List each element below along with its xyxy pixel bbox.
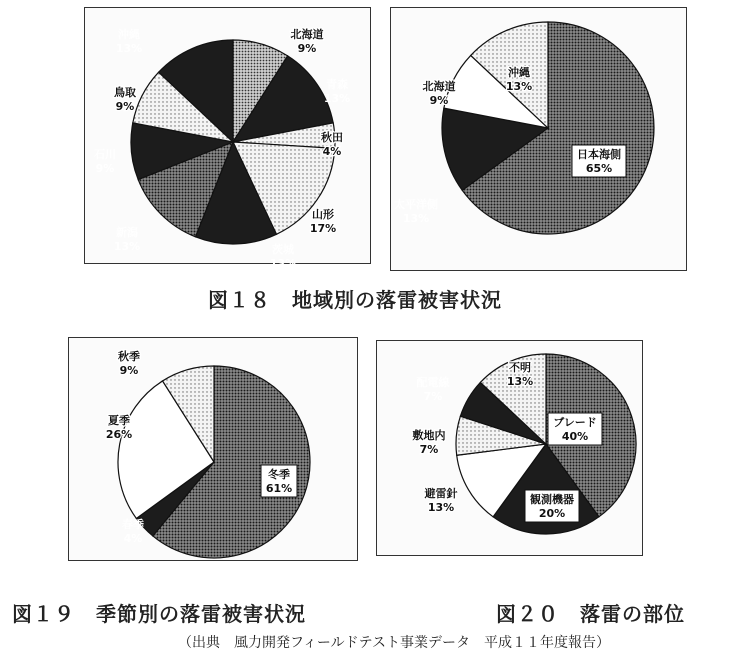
fig20-panel xyxy=(376,340,643,556)
slice-name: 沖縄 xyxy=(118,28,140,41)
slice-label xyxy=(417,375,450,403)
slice-value: 20% xyxy=(538,507,566,520)
slice-value: 9% xyxy=(115,100,135,113)
fig18-right-pie-chart xyxy=(391,8,686,270)
slice-name: 太平洋側 xyxy=(394,198,438,211)
slice-value: 13% xyxy=(427,501,455,514)
fig19-panel xyxy=(68,337,358,561)
slice-value: 7% xyxy=(419,443,439,456)
fig18-left-pie-chart xyxy=(85,8,370,270)
slice-name: 新潟 xyxy=(116,226,138,239)
slice-value: 7% xyxy=(423,390,443,403)
fig18-right-panel xyxy=(390,7,687,271)
slice-name: 春季 xyxy=(122,518,144,531)
slice-value: 13% xyxy=(323,92,351,105)
slice-value: 40% xyxy=(561,430,589,443)
slice-name: 鳥取 xyxy=(114,86,136,99)
slice-label xyxy=(122,517,144,545)
slice-label xyxy=(310,207,336,235)
slice-value: 61% xyxy=(265,482,293,495)
fig18-left-panel xyxy=(84,7,371,270)
slice-label xyxy=(116,27,142,55)
slice-value: 13% xyxy=(402,212,430,225)
slice-label xyxy=(114,225,140,253)
fig19-caption: 図１９ 季節別の落雷被害状況 xyxy=(12,602,306,626)
slice-label xyxy=(291,27,324,55)
slice-label xyxy=(413,428,446,456)
slice-label xyxy=(525,490,579,522)
fig20-caption: 図２０ 落雷の部位 xyxy=(496,602,685,626)
slice-label xyxy=(572,145,626,177)
slice-label xyxy=(261,465,297,497)
slice-name: 秋田 xyxy=(321,131,343,144)
slice-name: 冬季 xyxy=(268,468,290,481)
slice-value: 17% xyxy=(309,222,337,235)
slice-name: 避雷針 xyxy=(424,487,458,500)
slice-name: 敷地内 xyxy=(412,429,446,442)
slice-value: 13% xyxy=(505,80,533,93)
slice-value: 4% xyxy=(123,532,143,545)
slice-value: 26% xyxy=(105,428,133,441)
slice-name: 沖縄 xyxy=(508,66,530,79)
fig18-caption: 図１８ 地域別の落雷被害状況 xyxy=(208,288,502,312)
slice-label xyxy=(548,413,602,445)
slice-name: 茨城 xyxy=(272,243,294,256)
slice-label xyxy=(118,349,140,377)
slice-value: 65% xyxy=(585,162,613,175)
slice-label xyxy=(270,242,296,270)
slice-label xyxy=(324,77,350,105)
slice-label xyxy=(94,147,116,175)
slice-value: 13% xyxy=(506,375,534,388)
slice-label xyxy=(424,486,458,514)
slice-name: 山形 xyxy=(312,208,334,221)
slice-value: 9% xyxy=(429,94,449,107)
slice-label xyxy=(394,197,438,225)
slice-name: 観測機器 xyxy=(530,493,574,506)
slice-name: 石川 xyxy=(94,148,116,161)
slice-value: 13% xyxy=(115,42,143,55)
slice-name: 夏季 xyxy=(108,414,130,427)
slice-name: ブレード xyxy=(553,416,597,429)
slice-name: 不明 xyxy=(509,361,531,374)
slice-value: 9% xyxy=(297,42,317,55)
slice-value: 13% xyxy=(113,240,141,253)
slice-name: 北海道 xyxy=(422,80,456,93)
slice-name: 配電線 xyxy=(416,376,450,389)
slice-value: 4% xyxy=(322,145,342,158)
fig19-pie-chart xyxy=(69,338,357,560)
slice-value: 13% xyxy=(269,257,297,270)
slice-value: 9% xyxy=(95,162,115,175)
slice-name: 北海道 xyxy=(290,28,324,41)
fig20-pie-chart xyxy=(377,341,642,555)
slice-name: 青森 xyxy=(326,78,348,91)
slice-value: 9% xyxy=(119,364,139,377)
slice-name: 秋季 xyxy=(118,350,140,363)
slice-label xyxy=(114,85,137,113)
source-note: （出典 風力開発フィールドテスト事業データ 平成１１年度報告） xyxy=(178,635,611,651)
slice-name: 日本海側 xyxy=(577,148,621,161)
